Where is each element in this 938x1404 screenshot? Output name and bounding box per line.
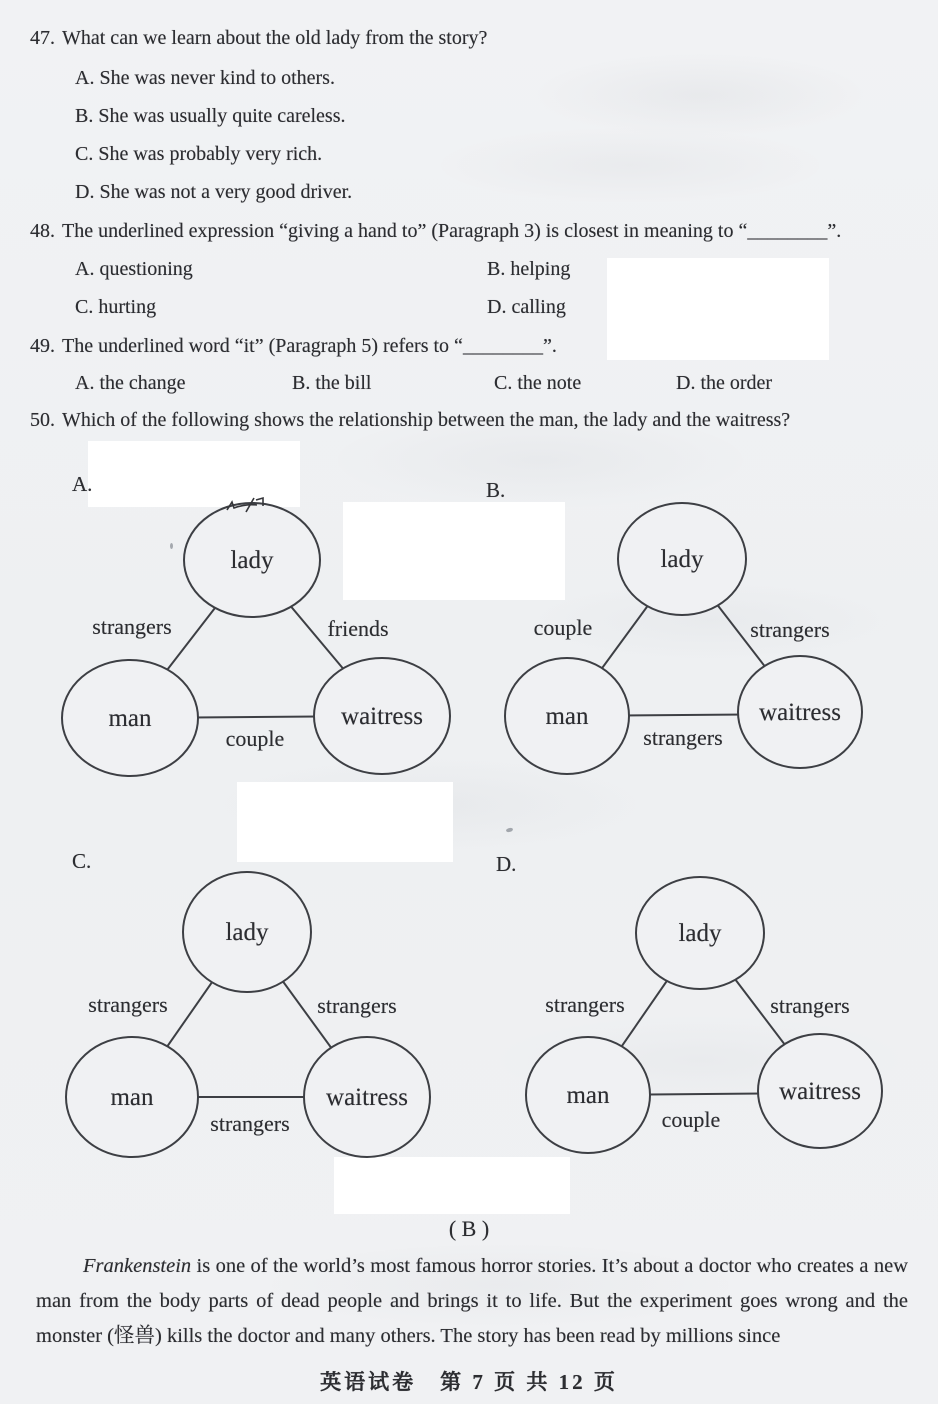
lady-node-label: lady [678,920,722,947]
relationship-diagram-a [0,430,470,795]
section-b-paragraph [36,1249,908,1354]
relationship-diagram-c [0,850,470,1195]
question-49-option-b: B. the bill [292,372,372,394]
right-edge-label: strangers [770,993,850,1018]
left-edge-label: strangers [88,992,168,1017]
bottom-edge-label: strangers [210,1111,290,1136]
question-50 [30,409,790,432]
question-48-number: 48. [30,220,55,242]
lady-node-label: lady [660,546,704,573]
question-50-text: Which of the following shows the relationship between the man, the lady and the waitress? [62,409,791,431]
question-47-option-b: B. She was usually quite careless. [75,105,346,127]
bottom-edge-label: couple [661,1107,721,1132]
right-edge-label: friends [327,616,389,641]
question-49-number: 49. [30,335,55,357]
waitress-node-label: waitress [759,699,841,726]
question-48-option-a: A. questioning [75,258,193,280]
waitress-node-label: waitress [326,1084,408,1111]
question-47-number: 47. [30,27,55,49]
bottom-edge-label: couple [225,726,285,751]
diagram-d-letter: D. [496,852,517,876]
right-edge-label: strangers [750,617,830,642]
waitress-node-label: waitress [341,703,423,730]
left-edge-label: strangers [92,614,172,639]
question-47 [30,27,487,50]
question-47-option-c: C. She was probably very rich. [75,143,323,165]
relationship-diagram-b [460,430,938,795]
question-49-option-c: C. the note [494,372,582,394]
question-49-option-d: D. the order [676,372,773,394]
page-footer: 英语试卷 第 7 页 共 12 页 [320,1370,618,1394]
scan-speck [506,827,514,833]
whiteout-patch [607,258,829,360]
right-edge-label: strangers [317,993,397,1018]
lady-node-label: lady [225,919,269,946]
question-49-option-a: A. the change [75,372,186,394]
scan-speck [170,543,173,549]
bottom-edge-label: strangers [643,725,723,750]
question-48-option-c: C. hurting [75,296,157,318]
book-title-italic: Frankenstein [83,1255,192,1277]
question-48-text: The underlined expression “giving a hand to” (Paragraph 3) is closest in meaning to “________”. [62,220,842,242]
question-49-text: The underlined word “it” (Paragraph 5) refers to “________”. [62,335,557,357]
waitress-node-label: waitress [779,1078,861,1105]
question-50-number: 50. [30,409,55,431]
question-48 [30,220,841,243]
question-47-option-d: D. She was not a very good driver. [75,181,353,203]
question-49 [30,335,557,358]
section-b-paragraph-text: is one of the world’s most famous horror stories. It’s about a doctor who creates a new man from the body parts of dead people and brings it to life. But the experiment goes wrong and the monster (怪兽) kills the doctor and many others. The story has been read by millions since [36,1255,908,1347]
man-node-label: man [566,1082,610,1109]
left-edge-label: strangers [545,992,625,1017]
left-edge-label: couple [533,615,593,640]
relationship-diagram-d [460,850,938,1195]
lady-node-label: lady [230,547,274,574]
diagram-c-letter: C. [72,849,92,873]
man-node-label: man [545,703,589,730]
question-48-option-b: B. helping [487,258,571,280]
man-node-label: man [108,705,152,732]
diagram-a-letter: A. [72,472,93,496]
section-b-heading: ( B ) [448,1216,490,1241]
question-47-option-a: A. She was never kind to others. [75,67,335,89]
question-48-option-d: D. calling [487,296,566,318]
man-node-label: man [110,1084,154,1111]
question-47-text: What can we learn about the old lady from the story? [62,27,488,49]
diagram-b-letter: B. [486,478,506,502]
